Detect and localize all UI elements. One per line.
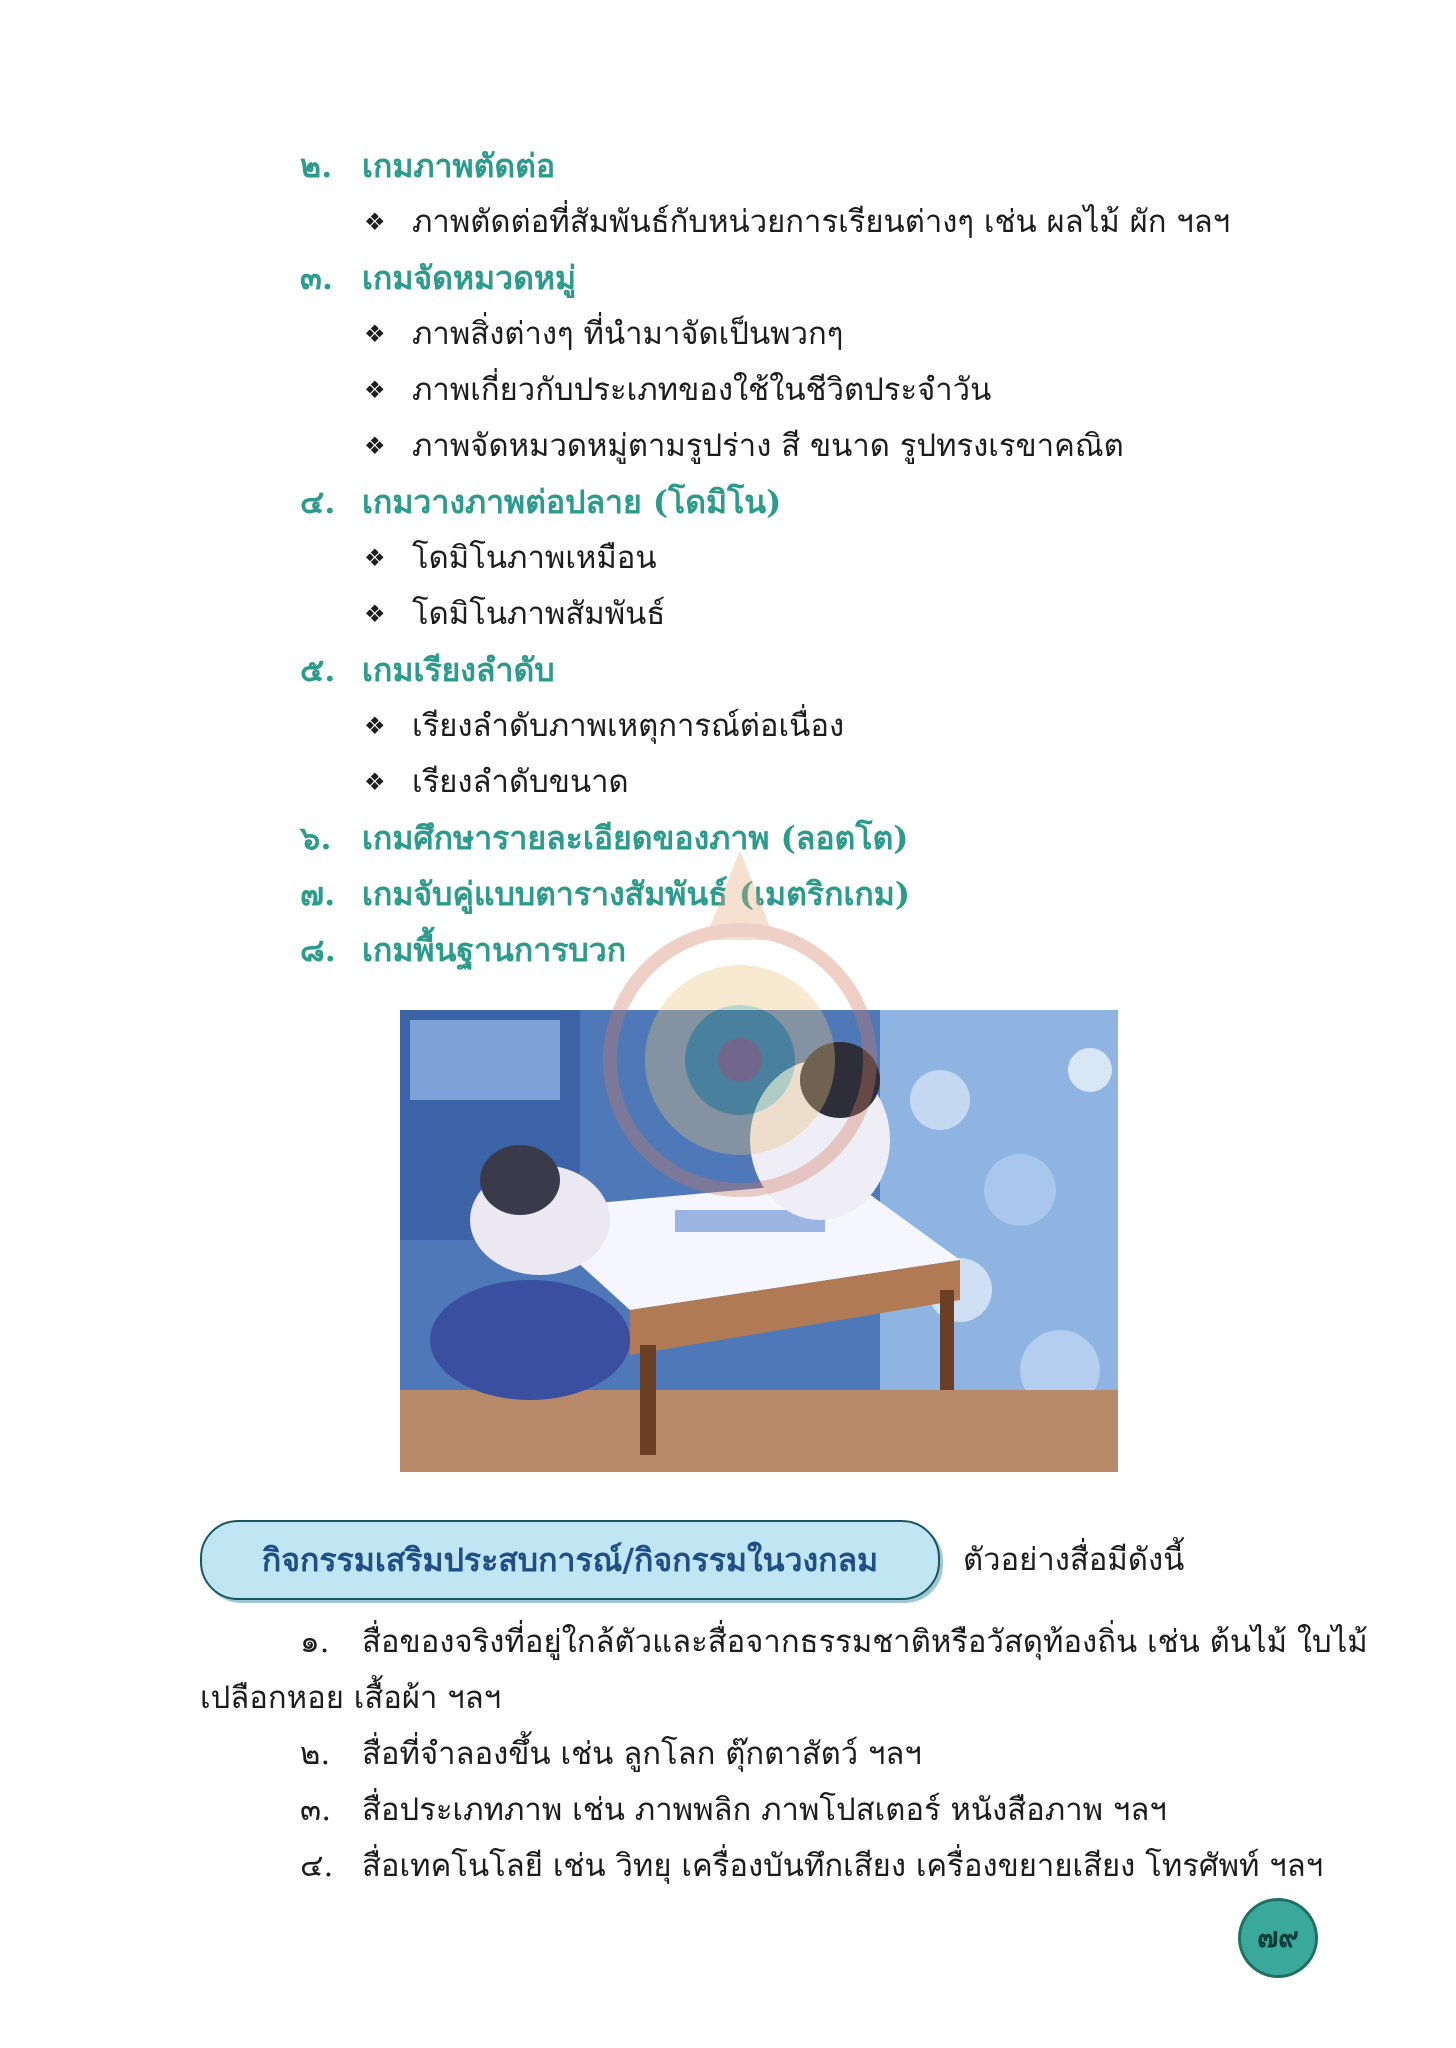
diamond-bullet-icon: ❖ <box>364 432 386 460</box>
media-item: ๔. สื่อเทคโนโลยี เช่น วิทยุ เครื่องบันทึกเสียง เครื่องขยายเสียง โทรศัพท์ ฯลฯ <box>300 1848 1324 1884</box>
list-heading: ๓. เกมจัดหมวดหมู่ <box>300 259 577 297</box>
diamond-bullet-icon: ❖ <box>364 544 386 572</box>
list-item: ❖ ภาพจัดหมวดหมู่ตามรูปร่าง สี ขนาด รูปทรงเรขาคณิต <box>300 418 1340 474</box>
diamond-bullet-icon: ❖ <box>364 712 386 740</box>
list-item: ❖ เรียงลำดับภาพเหตุการณ์ต่อเนื่อง <box>300 698 1340 754</box>
list-heading: ๗. เกมจับคู่แบบตารางสัมพันธ์ (เมตริกเกม) <box>300 875 910 913</box>
diamond-bullet-icon: ❖ <box>364 208 386 236</box>
list-heading: ๒. เกมภาพตัดต่อ <box>300 147 556 185</box>
pill-title: กิจกรรมเสริมประสบการณ์/กิจกรรมในวงกลม <box>261 1540 879 1579</box>
list-item: ❖ โดมิโนภาพสัมพันธ์ <box>300 586 1340 642</box>
list-heading: ๘. เกมพื้นฐานการบวก <box>300 931 627 969</box>
diamond-bullet-icon: ❖ <box>364 320 386 348</box>
list-heading: ๔. เกมวางภาพต่อปลาย (โดมิโน) <box>300 483 782 521</box>
list-item: ❖ ภาพสิ่งต่างๆ ที่นำมาจัดเป็นพวกๆ <box>300 306 1340 362</box>
activity-section-pill <box>200 1520 940 1600</box>
media-item: ๑. สื่อของจริงที่อยู่ใกล้ตัวและสื่อจากธรรมชาติหรือวัสดุท้องถิ่น เช่น ต้นไม้ ใบไม้ <box>300 1624 1368 1660</box>
list-heading: ๕. เกมเรียงลำดับ <box>300 651 555 689</box>
media-item: ๒. สื่อที่จำลองขึ้น เช่น ลูกโลก ตุ๊กตาสัตว์ ฯลฯ <box>300 1736 922 1772</box>
media-item: ๓. สื่อประเภทภาพ เช่น ภาพพลิก ภาพโปสเตอร์ หนังสือภาพ ฯลฯ <box>300 1792 1167 1828</box>
page-number-badge: ๗๙ <box>1238 1898 1318 1978</box>
media-item-continued: เปลือกหอย เสื้อผ้า ฯลฯ <box>200 1680 502 1716</box>
institution-seal-watermark <box>590 850 890 1210</box>
diamond-bullet-icon: ❖ <box>364 768 386 796</box>
list-item: ❖ เรียงลำดับขนาด <box>300 754 1340 810</box>
section-intro: ตัวอย่างสื่อมีดังนี้ <box>963 1542 1185 1578</box>
diamond-bullet-icon: ❖ <box>364 376 386 404</box>
list-heading: ๖. เกมศึกษารายละเอียดของภาพ (ลอตโต) <box>300 819 909 857</box>
diamond-bullet-icon: ❖ <box>364 600 386 628</box>
list-item: ❖ ภาพตัดต่อที่สัมพันธ์กับหน่วยการเรียนต่างๆ เช่น ผลไม้ ผัก ฯลฯ <box>300 194 1340 250</box>
list-item: ❖ ภาพเกี่ยวกับประเภทของใช้ในชีวิตประจำวัน <box>300 362 1340 418</box>
list-item: ❖ โดมิโนภาพเหมือน <box>300 530 1340 586</box>
